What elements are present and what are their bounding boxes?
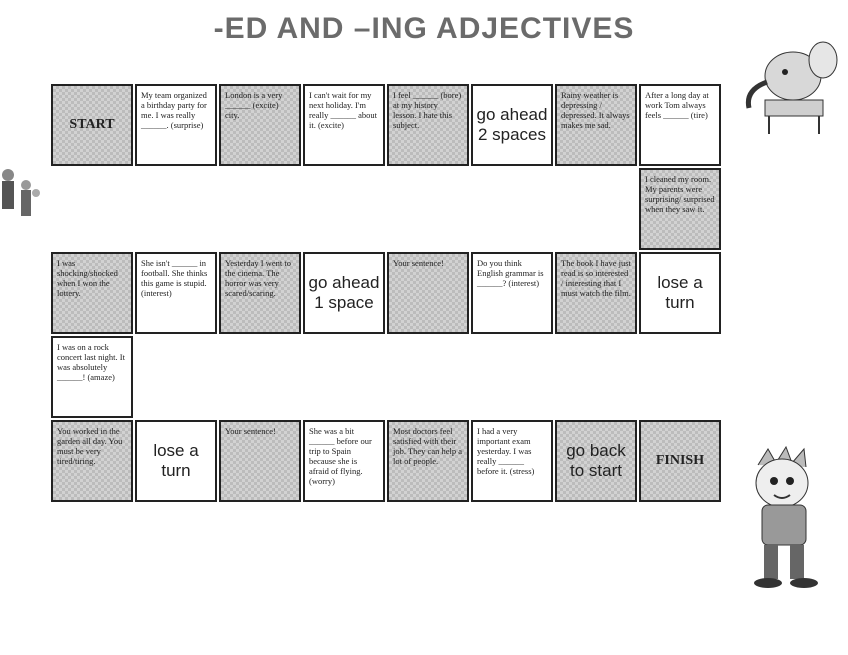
- page-title: -ED AND –ING ADJECTIVES: [213, 12, 635, 45]
- board-cell: My team organized a birthday party for me. I was really ______. (surprise): [135, 84, 217, 166]
- board-cell: Rainy weather is depressing / depressed. It always makes me sad.: [555, 84, 637, 166]
- board-cell: go ahead 1 space: [303, 252, 385, 334]
- board-cell: go back to start: [555, 420, 637, 502]
- elephant-piano-illustration: [735, 38, 840, 138]
- board-cell: I was shocking/shocked when I won the lottery.: [51, 252, 133, 334]
- board-cell: Your sentence!: [219, 420, 301, 502]
- board-cell: She was a bit ______ before our trip to Spain because she is afraid of flying. (worry): [303, 420, 385, 502]
- board-cell: I feel ______ (bore) at my history lesson. I hate this subject.: [387, 84, 469, 166]
- board-cell: I cleaned my room. My parents were surprising/ surprised when they saw it.: [639, 168, 721, 250]
- board-cell: I can't wait for my next holiday. I'm really ______ about it. (excite): [303, 84, 385, 166]
- board-cell: After a long day at work Tom always feels ______ (tire): [639, 84, 721, 166]
- stressed-boy-illustration: [738, 445, 838, 590]
- board-cell: You worked in the garden all day. You must be very tired/tiring.: [51, 420, 133, 502]
- board-cell: Do you think English grammar is ______? (interest): [471, 252, 553, 334]
- board-cell: lose a turn: [135, 420, 217, 502]
- board-cell: The book I have just read is so interested / interesting that I must watch the film.: [555, 252, 637, 334]
- board-cell: She isn't ______ in football. She thinks this game is stupid. (interest): [135, 252, 217, 334]
- crowd-illustration: [0, 155, 42, 225]
- board-cell: London is a very ______ (excite) city.: [219, 84, 301, 166]
- board-cell: Most doctors feel satisfied with their job. They can help a lot of people.: [387, 420, 469, 502]
- board-cell: I had a very important exam yesterday. I was really ______ before it. (stress): [471, 420, 553, 502]
- start-cell: START: [51, 84, 133, 166]
- finish-cell: FINISH: [639, 420, 721, 502]
- board-cell: I was on a rock concert last night. It was absolutely ______! (amaze): [51, 336, 133, 418]
- board-cell: go ahead 2 spaces: [471, 84, 553, 166]
- board-cell: Your sentence!: [387, 252, 469, 334]
- board-cell: lose a turn: [639, 252, 721, 334]
- board-cell: Yesterday I went to the cinema. The horror was very scared/scaring.: [219, 252, 301, 334]
